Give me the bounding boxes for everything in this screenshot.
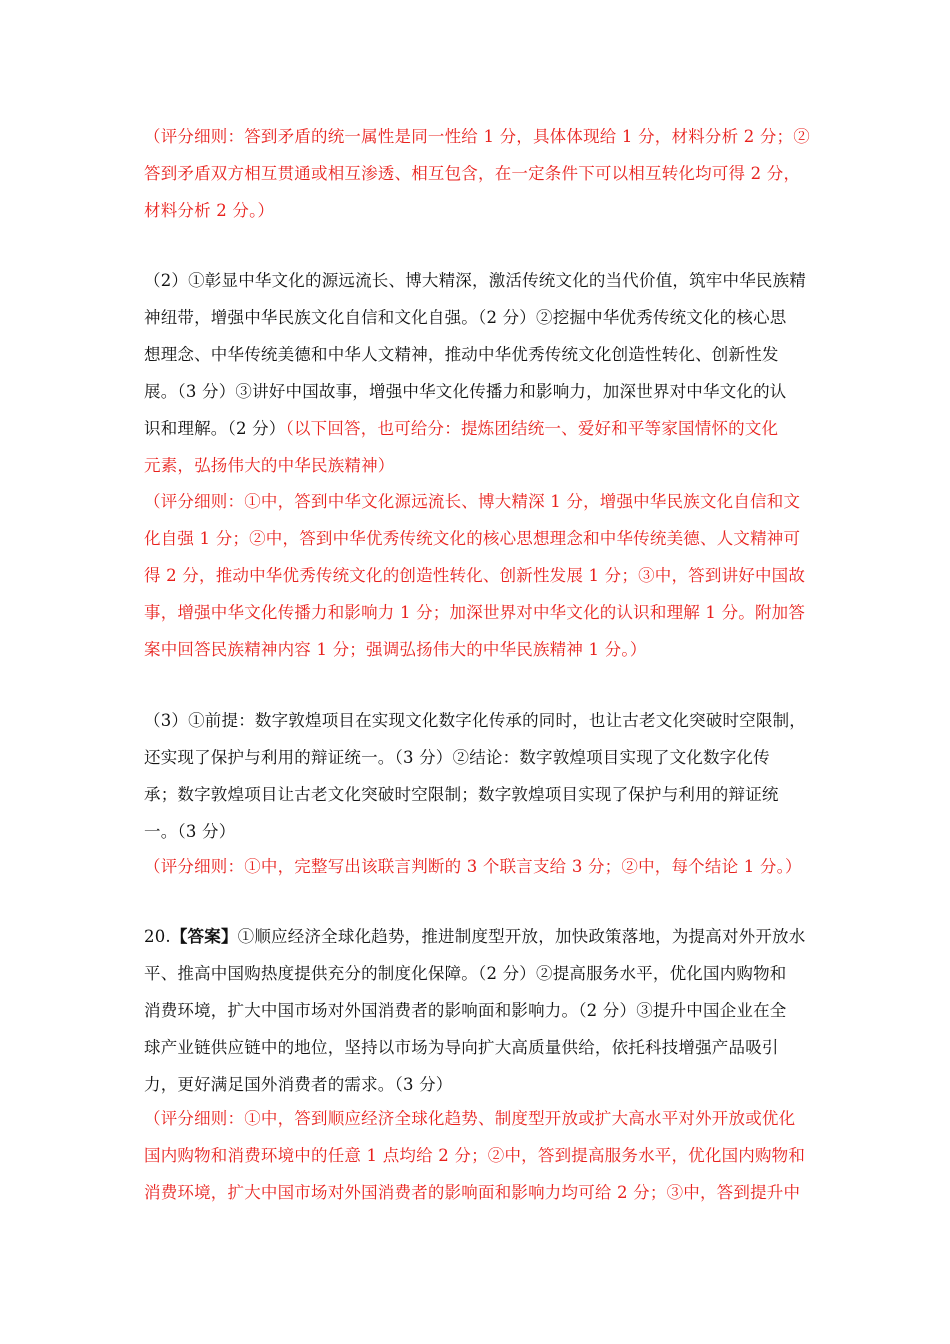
q2-scoring-line	[144, 528, 800, 550]
scoring-note-text: 得 2 分，推动中华优秀传统文化的创造性转化、创新性发展 1 分；③中，答到讲好中国故	[144, 566, 806, 585]
q2-scoring-line	[144, 639, 647, 661]
q2-answer-line	[144, 455, 395, 477]
q3-answer-line	[144, 821, 235, 843]
q2-answer-line	[144, 270, 806, 292]
q2-answer-line	[144, 344, 779, 366]
scoring-note-text: 元素，弘扬伟大的中华民族精神）	[144, 456, 395, 475]
q20-answer-line	[144, 963, 787, 985]
q20-answer-line	[144, 1074, 453, 1096]
answer-text: 一。（3 分）	[144, 822, 236, 841]
q3-answer-line	[144, 710, 806, 732]
answer-text: 消费环境，扩大中国市场对外国消费者的影响面和影响力。（2 分）③提升中国企业在全	[144, 1001, 787, 1020]
q20-answer-line	[144, 926, 805, 948]
q3-answer-line	[144, 856, 802, 878]
q1-scoring-line	[144, 200, 274, 222]
q2-scoring-line	[144, 565, 805, 587]
scoring-note-text: （评分细则：答到矛盾的统一属性是同一性给 1 分，具体体现给 1 分，材料分析 2 分；②	[144, 127, 810, 146]
q2-scoring-line	[144, 602, 805, 624]
scoring-note-text: 消费环境，扩大中国市场对外国消费者的影响面和影响力均可给 2 分；③中，答到提升中	[144, 1183, 801, 1202]
q2-answer-line	[144, 418, 778, 440]
q20-scoring-line	[144, 1108, 795, 1130]
q1-scoring-line	[144, 126, 810, 148]
q2-answer-line	[144, 307, 787, 329]
q20-scoring-line	[144, 1145, 805, 1167]
answer-text: 承；数字敦煌项目让古老文化突破时空限制；数字敦煌项目实现了保护与利用的辩证统	[144, 785, 779, 804]
answer-text: 神纽带，增强中华民族文化自信和文化自强。（2 分）②挖掘中华优秀传统文化的核心思	[144, 308, 787, 327]
answer-text: 想理念、中华传统美德和中华人文精神，推动中华优秀传统文化创造性转化、创新性发	[144, 345, 779, 364]
q20-scoring-line	[144, 1182, 800, 1204]
q3-answer-line	[144, 784, 779, 806]
answer-text: （3）①前提：数字敦煌项目在实现文化数字化传承的同时，也让古老文化突破时空限制，	[144, 711, 806, 730]
answer-text: 平、推高中国购热度提供充分的制度化保障。（2 分）②提高服务水平，优化国内购物和	[144, 964, 787, 983]
scoring-note-text: 国内购物和消费环境中的任意 1 点均给 2 分；②中，答到提高服务水平，优化国内购物和	[144, 1146, 806, 1165]
scoring-note-text: 化自强 1 分；②中，答到中华优秀传统文化的核心思想理念和中华传统美德、人文精神可	[144, 529, 801, 548]
scoring-note-text: 案中回答民族精神内容 1 分；强调弘扬伟大的中华民族精神 1 分。）	[144, 640, 647, 659]
answer-text: 【答案】	[170, 927, 238, 946]
scoring-note-text: 事，增强中华文化传播力和影响力 1 分；加深世界对中华文化的认识和理解 1 分。附加答	[144, 603, 806, 622]
scoring-note-text: （评分细则：①中，完整写出该联言判断的 3 个联言支给 3 分；②中，每个结论 1 分。）	[144, 857, 802, 876]
scoring-note-text: 答到矛盾双方相互贯通或相互渗透、相互包含，在一定条件下可以相互转化均可得 2 分，	[144, 164, 801, 183]
answer-text: 球产业链供应链中的地位，坚持以市场为导向扩大高质量供给，依托科技增强产品吸引	[144, 1038, 779, 1057]
answer-text: 力，更好满足国外消费者的需求。（3 分）	[144, 1075, 453, 1094]
q1-scoring-line	[144, 163, 800, 185]
answer-text: 展。（3 分）③讲好中国故事，增强中华文化传播力和影响力，加深世界对中华文化的认	[144, 382, 787, 401]
q2-answer-line	[144, 381, 787, 403]
scoring-note-text: （评分细则：①中，答到中华文化源远流长、博大精深 1 分，增强中华民族文化自信和文	[144, 492, 801, 511]
answer-text: 还实现了保护与利用的辩证统一。（3 分）②结论：数字敦煌项目实现了文化数字化传	[144, 748, 770, 767]
answer-text: 识和理解。（2 分）	[144, 419, 286, 438]
scoring-note-text: （评分细则：①中，答到顺应经济全球化趋势、制度型开放或扩大高水平对外开放或优化	[144, 1109, 796, 1128]
answer-text: 20.	[144, 927, 171, 946]
scoring-note-text: 材料分析 2 分。）	[144, 201, 275, 220]
answer-text: ①顺应经济全球化趋势，推进制度型开放，加快政策落地，为提高对外开放水	[237, 927, 806, 946]
q2-scoring-line	[144, 491, 800, 513]
q20-answer-line	[144, 1000, 787, 1022]
answer-text: （2）①彰显中华文化的源远流长、博大精深，激活传统文化的当代价值，筑牢中华民族精	[144, 271, 806, 290]
q20-answer-line	[144, 1037, 779, 1059]
scoring-note-text: （以下回答，也可给分：提炼团结统一、爱好和平等家国情怀的文化	[285, 419, 779, 438]
q3-answer-line	[144, 747, 770, 769]
